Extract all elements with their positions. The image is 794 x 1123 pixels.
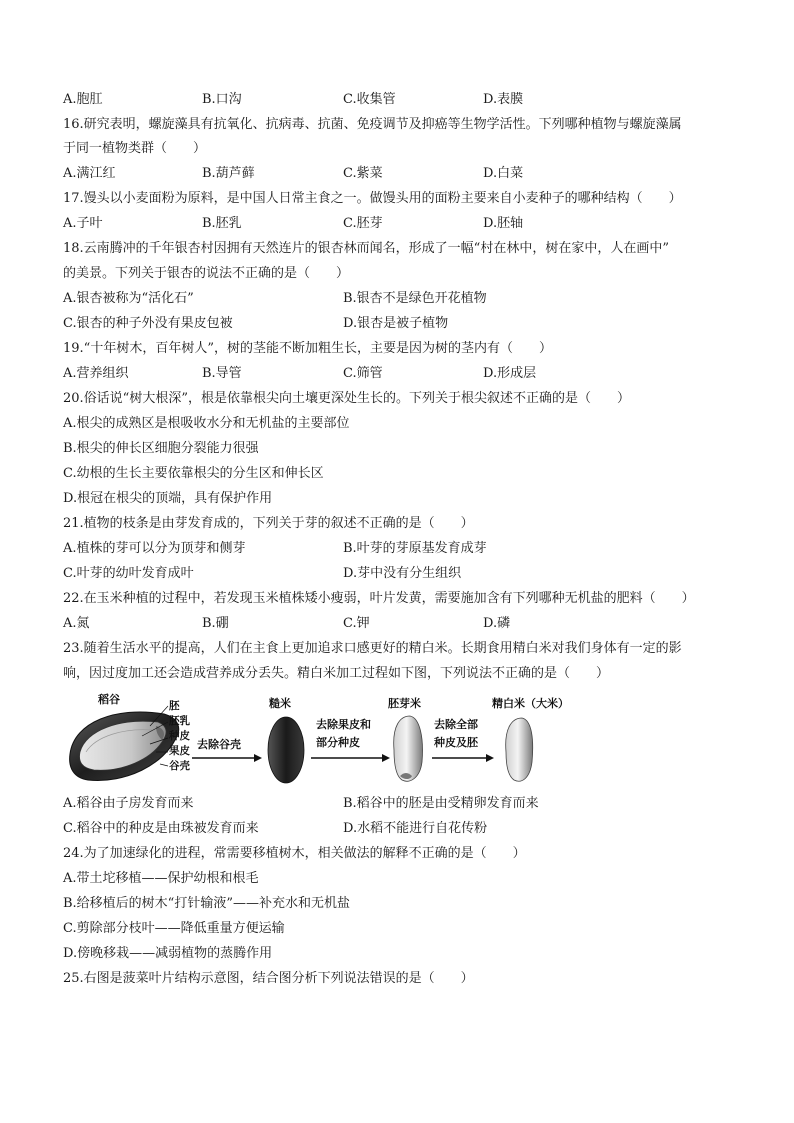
q21-option-c: C.叶芽的幼叶发育成叶 — [63, 566, 194, 581]
q23-option-b: B.稻谷中的胚是由受精卵发育而来 — [343, 796, 539, 811]
q23-option-a: A.稻谷由子房发育而来 — [63, 796, 194, 811]
q16-stem-line2: 于同一植物类群（ ） — [63, 141, 207, 156]
q18-option-d: D.银杏是被子植物 — [343, 316, 449, 331]
part-label-seed-coat: 种皮 — [169, 730, 190, 742]
q18-option-c: C.银杏的种子外没有果皮包被 — [63, 316, 233, 331]
q20-option-b: B.根尖的伸长区细胞分裂能力很强 — [63, 441, 259, 456]
q22-option-c: C.钾 — [343, 616, 370, 631]
q16-option-b: B.葫芦藓 — [202, 166, 255, 181]
rice-processing-diagram — [66, 692, 606, 788]
arrow-2 — [311, 754, 390, 762]
paddy-grain-illustration — [70, 712, 179, 781]
paddy-label: 稻谷 — [98, 693, 120, 706]
q19-stem: 19.“十年树木，百年树人”，树的茎能不断加粗生长，主要是因为树的茎内有（ ） — [63, 341, 552, 356]
q21-stem: 21.植物的枝条是由芽发育成的，下列关于芽的叙述不正确的是（ ） — [63, 516, 474, 531]
q15-option-c: C.收集管 — [343, 92, 396, 107]
q24-option-a: A.带土坨移植——保护幼根和根毛 — [63, 871, 259, 886]
germ-rice-label: 胚芽米 — [388, 697, 421, 710]
q22-option-b: B.硼 — [202, 616, 229, 631]
part-label-husk: 谷壳 — [169, 760, 190, 772]
q24-option-d: D.傍晚移栽——减弱植物的蒸腾作用 — [63, 946, 273, 961]
germ-rice-grain — [394, 716, 423, 781]
q22-option-d: D.磷 — [483, 616, 511, 631]
q17-option-d: D.胚轴 — [483, 216, 524, 231]
q15-option-b: B.口沟 — [202, 92, 242, 107]
q16-option-c: C.紫菜 — [343, 166, 383, 181]
q23-option-c: C.稻谷中的种皮是由珠被发育而来 — [63, 821, 259, 836]
step2-label-line2: 部分种皮 — [316, 736, 360, 749]
step1-label: 去除谷壳 — [197, 738, 241, 751]
white-rice-grain — [506, 718, 533, 781]
q19-option-a: A.营养组织 — [63, 366, 129, 381]
brown-rice-grain — [268, 717, 304, 783]
q16-stem-line1: 16.研究表明，螺旋藻具有抗氧化、抗病毒、抗菌、免疫调节及抑癌等生物学活性。下列哪种植物与螺旋藻属 — [63, 117, 682, 132]
q20-option-a: A.根尖的成熟区是根吸收水分和无机盐的主要部位 — [63, 416, 350, 431]
white-rice-label: 精白米（大米） — [492, 697, 569, 710]
step3-label-line1: 去除全部 — [434, 718, 478, 731]
q15-option-a: A.胞肛 — [63, 92, 103, 107]
q18-option-b: B.银杏不是绿色开花植物 — [343, 291, 487, 306]
q23-stem-line2: 响，因过度加工还会造成营养成分丢失。精白米加工过程如下图，下列说法不正确的是（ ） — [63, 666, 610, 681]
arrow-1 — [192, 754, 262, 762]
q20-option-c: C.幼根的生长主要依靠根尖的分生区和伸长区 — [63, 466, 324, 481]
q20-stem: 20.俗话说“树大根深”，根是依靠根尖向土壤更深处生长的。下列关于根尖叙述不正确的是（ ） — [63, 391, 630, 406]
q24-stem: 24.为了加速绿化的进程，常需要移植树木，相关做法的解释不正确的是（ ） — [63, 846, 526, 861]
q21-option-b: B.叶芽的芽原基发育成芽 — [343, 541, 487, 556]
q21-option-d: D.芽中没有分生组织 — [343, 566, 462, 581]
q24-option-c: C.剪除部分枝叶——降低重量方便运输 — [63, 921, 285, 936]
q23-stem-line1: 23.随着生活水平的提高，人们在主食上更加追求口感更好的精白米。长期食用精白米对我们身体有一定的影 — [63, 641, 682, 656]
q22-option-a: A.氮 — [63, 616, 90, 631]
step2-label-line1: 去除果皮和 — [316, 718, 371, 731]
q16-option-a: A.满江红 — [63, 166, 116, 181]
q20-option-d: D.根冠在根尖的顶端，具有保护作用 — [63, 491, 273, 506]
part-label-pericarp: 果皮 — [169, 745, 190, 757]
q19-option-b: B.导管 — [202, 366, 242, 381]
step3-label-line2: 种皮及胚 — [434, 736, 478, 749]
q22-stem: 22.在玉米种植的过程中，若发现玉米植株矮小瘦弱，叶片发黄，需要施加含有下列哪种无机盐的肥料（ ） — [63, 591, 695, 606]
q25-stem: 25.右图是菠菜叶片结构示意图，结合图分析下列说法错误的是（ ） — [63, 971, 474, 986]
q18-option-a: A.银杏被称为“活化石” — [63, 291, 194, 306]
rice-processing-figure — [66, 692, 606, 788]
q16-option-d: D.白菜 — [483, 166, 524, 181]
q21-option-a: A.植株的芽可以分为顶芽和侧芽 — [63, 541, 246, 556]
arrow-3 — [432, 754, 494, 762]
q24-option-b: B.给移植后的树木“打针输液”——补充水和无机盐 — [63, 896, 350, 911]
q18-stem-line1: 18.云南腾冲的千年银杏村因拥有天然连片的银杏林而闻名，形成了一幅“村在林中，树在家中，人在画中” — [63, 241, 669, 256]
q17-option-a: A.子叶 — [63, 216, 103, 231]
q19-option-d: D.形成层 — [483, 366, 537, 381]
part-label-embryo: 胚 — [169, 700, 180, 712]
q17-option-c: C.胚芽 — [343, 216, 383, 231]
q17-option-b: B.胚乳 — [202, 216, 242, 231]
q18-stem-line2: 的美景。下列关于银杏的说法不正确的是（ ） — [63, 266, 350, 281]
brown-rice-label: 糙米 — [269, 697, 291, 710]
q15-option-d: D.表膜 — [483, 92, 524, 107]
q17-stem: 17.馒头以小麦面粉为原料，是中国人日常主食之一。做馒头用的面粉主要来自小麦种子的哪种结构（ ） — [63, 191, 682, 206]
q19-option-c: C.筛管 — [343, 366, 383, 381]
q23-option-d: D.水稻不能进行自花传粉 — [343, 821, 488, 836]
part-label-endosperm: 胚乳 — [169, 715, 190, 727]
